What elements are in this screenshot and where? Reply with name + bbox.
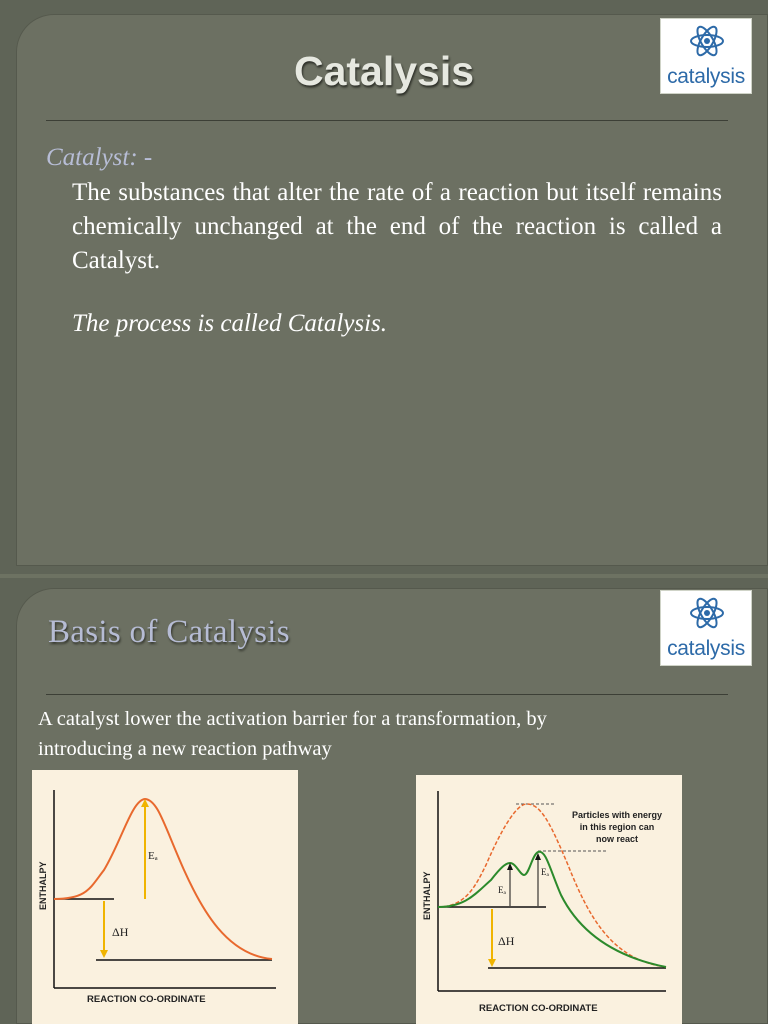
energy-diagram-catalysed xyxy=(416,775,682,1024)
catalysis-logo-2 xyxy=(660,590,752,666)
intro-line-1: A catalyst lower the activation barrier for a transformation, by xyxy=(38,708,547,730)
atom-icon xyxy=(689,595,725,631)
catalysed-curve xyxy=(438,852,666,967)
slide-2-title-rule xyxy=(46,694,728,695)
intro-line-2: introducing a new reaction pathway xyxy=(38,738,332,760)
catalyst-label: Catalyst: - xyxy=(46,144,153,171)
ea1-label: Eₐ xyxy=(498,885,506,895)
enthalpy-label: ENTHALPY xyxy=(422,871,432,920)
logo-text: catalysis xyxy=(667,637,745,660)
note-line-2: in this region can xyxy=(579,822,655,832)
logo-text: catalysis xyxy=(667,65,745,88)
intro-text xyxy=(38,704,738,764)
reaction-coordinate-label: REACTION CO-ORDINATE xyxy=(479,1003,598,1014)
dh-arrow-head xyxy=(100,950,108,958)
dh-label: ΔH xyxy=(112,925,129,939)
atom-icon xyxy=(689,23,725,59)
reaction-coordinate-label: REACTION CO-ORDINATE xyxy=(87,994,206,1005)
ea2-label: Eₐ xyxy=(541,867,549,877)
uncatalysed-curve xyxy=(54,799,272,959)
slide-2-title: Basis of Catalysis xyxy=(48,614,290,650)
slide-1-title-rule xyxy=(46,120,728,121)
dh-label: ΔH xyxy=(498,934,515,948)
note-line-3: now react xyxy=(595,834,639,844)
energy-diagram-uncatalysed xyxy=(32,770,298,1024)
catalysis-logo xyxy=(660,18,752,94)
dh-arrow-head xyxy=(488,959,496,967)
catalyst-definition: The substances that alter the rate of a reaction but itself remains chemically unchanged at the end of the reaction is called a Catalyst. xyxy=(72,179,722,274)
ea-label: Eₐ xyxy=(148,850,158,862)
slide-1-panel xyxy=(16,14,768,566)
process-statement: The process is called Catalysis. xyxy=(72,310,388,337)
enthalpy-label: ENTHALPY xyxy=(38,861,48,910)
slide-1-title: Catalysis xyxy=(293,48,475,94)
note-line-1: Particles with energy xyxy=(571,810,663,820)
